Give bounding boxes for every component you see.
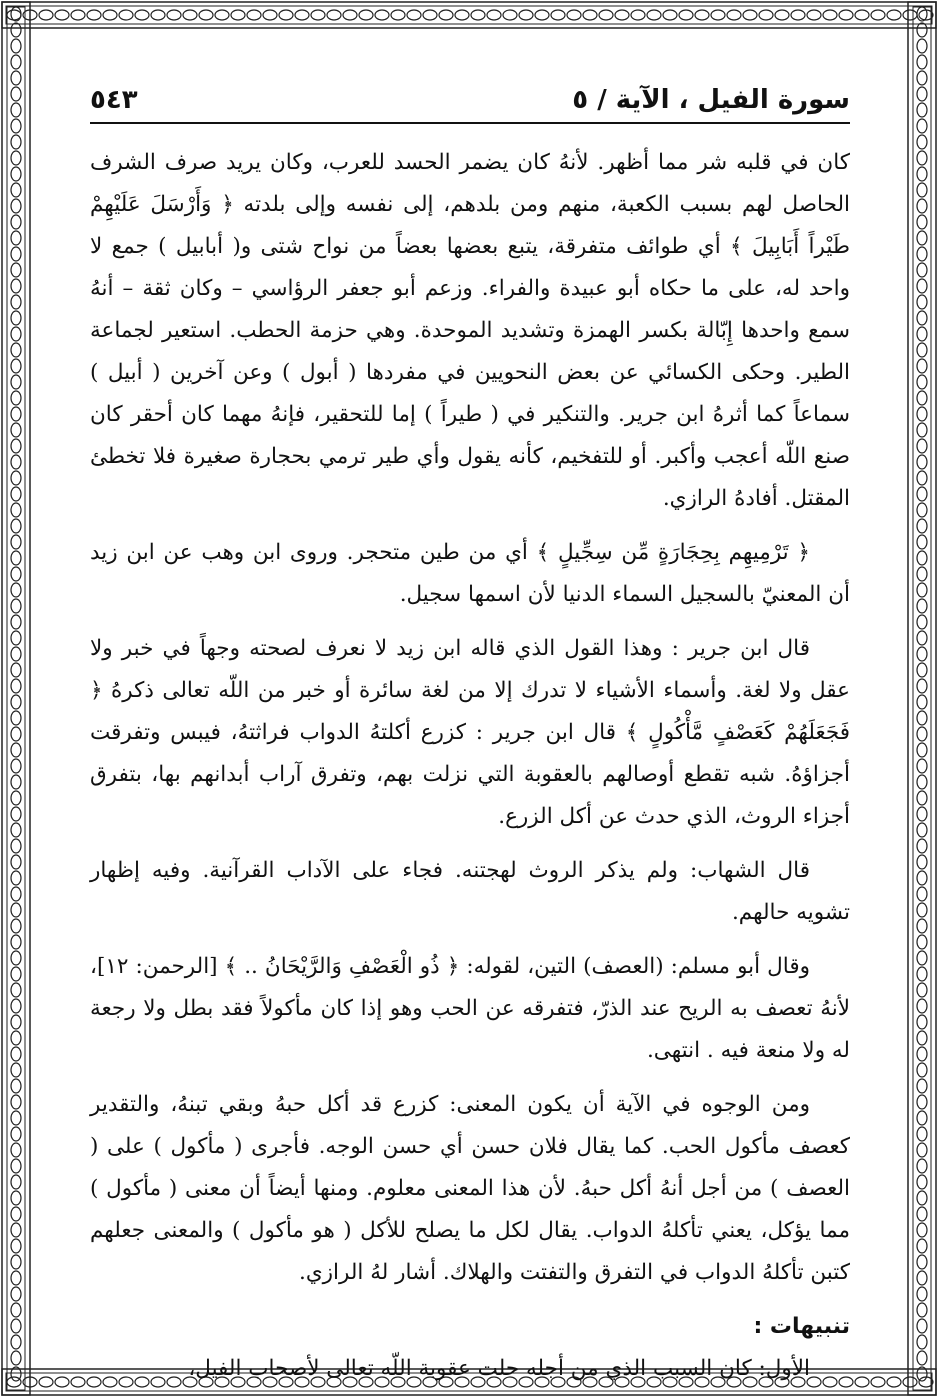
subheading-notes: تنبيهات : <box>753 1314 850 1339</box>
border-left-pattern <box>0 0 32 1397</box>
paragraph-5: وقال أبو مسلم: (العصف) التين، لقوله: ﴿ ذُو الْعَصْفِ وَالرَّيْحَانُ .. ﴾ [الرحمن: ١٢]، لأنهُ تعصف به الريح عند الذرّ، فتفرقه عن الحب وهو إذا كان مأكولاً فقد بطل ولا رجعة له ولا منعة فيه . انتهى. <box>90 954 850 1063</box>
book-page <box>90 78 850 1381</box>
paragraph-7: الأول: كان السبب الذي من أجله حلت عقوبة اللّه تعالى لأصحاب الفيل، <box>188 1356 810 1381</box>
paragraph-6: ومن الوجوه في الآية أن يكون المعنى: كزرع قد أكل حبهُ وبقي تبنهُ، والتقدير كعصف مأكول الحب. كما يقال فلان حسن أي حسن الوجه. فأجرى ( مأكول ) على ( العصف ) من أجل أنهُ أكل حبهُ. لأن هذا المعنى معلوم. ومنها أيضاً أن معنى ( مأكول ) مما يؤكل، يعني تأكلهُ الدواب. يقال لكل ما يصلح للأكل ( هو مأكول ) والمعنى جعلهم كتبن تأكلهُ الدواب في التفرق والتفتت والهلاك. أشار لهُ الرازي. <box>90 1092 850 1285</box>
paragraph-2: ﴿ تَرْمِيهِم بِحِجَارَةٍ مِّن سِجِّيلٍ ﴾ أي من طين متحجر. وروى ابن وهب عن ابن زيد أن المعنيّ بالسجيل السماء الدنيا لأن اسمها سجيل. <box>90 540 850 607</box>
running-header <box>90 78 850 124</box>
border-right-pattern <box>906 0 938 1397</box>
border-top-pattern <box>0 0 938 30</box>
main-text <box>90 142 850 1390</box>
page-number: ٥٤٣ <box>90 85 138 115</box>
paragraph-3: قال ابن جرير : وهذا القول الذي قاله ابن زيد لا نعرف لصحته وجهاً في خبر ولا عقل ولا لغة. وأسماء الأشياء لا تدرك إلا من لغة سائرة أو خبر من اللّه تعالى ذكرهُ ﴿ فَجَعَلَهُمْ كَعَصْفٍ مَّأْكُولٍ ﴾ قال ابن جرير : كزرع أكلتهُ الدواب فراثتهُ، فيبس وتفرقت أجزاؤهُ. شبه تقطع أوصالهم بالعقوبة التي نزلت بهم، وتفرق آراب أبدانهم بها، بتفرق أجزاء الروث، الذي حدث عن أكل الزرع. <box>90 636 850 829</box>
paragraph-1: كان في قلبه شر مما أظهر. لأنهُ كان يضمر الحسد للعرب، وكان يريد صرف الشرف الحاصل لهم بسبب الكعبة، منهم ومن بلدهم، إلى نفسه وإلى بلدته ﴿ وَأَرْسَلَ عَلَيْهِمْ طَيْراً أَبَابِيلَ ﴾ أي طوائف متفرقة، يتبع بعضها بعضاً من نواح شتى و( أبابيل ) جمع لا واحد له، على ما حكاه أبو عبيدة والفراء. وزعم أبو جعفر الرؤاسي – وكان ثقة – أنهُ سمع واحدها إِبّالة بكسر الهمزة وتشديد الموحدة. وهي حزمة الحطب. استعير لجماعة الطير. وحكى الكسائي عن بعض النحويين في مفردها ( أبول ) وعن آخرين ( أبيل ) سماعاً كما أثرهُ ابن جرير. والتنكير في ( طيراً ) إما للتحقير، فإنهُ مهما كان أحقر كان صنع اللّه أعجب وأكبر. أو للتفخيم، كأنه يقول وأي طير ترمي بحجارة صغيرة فلا تخطئ المقتل. أفادهُ الرازي. <box>90 150 850 511</box>
surah-title: سورة الفيل ، الآية / ٥ <box>572 85 850 115</box>
paragraph-4: قال الشهاب: ولم يذكر الروث لهجتنه. فجاء على الآداب القرآنية. وفيه إظهار تشويه حالهم. <box>90 858 850 925</box>
